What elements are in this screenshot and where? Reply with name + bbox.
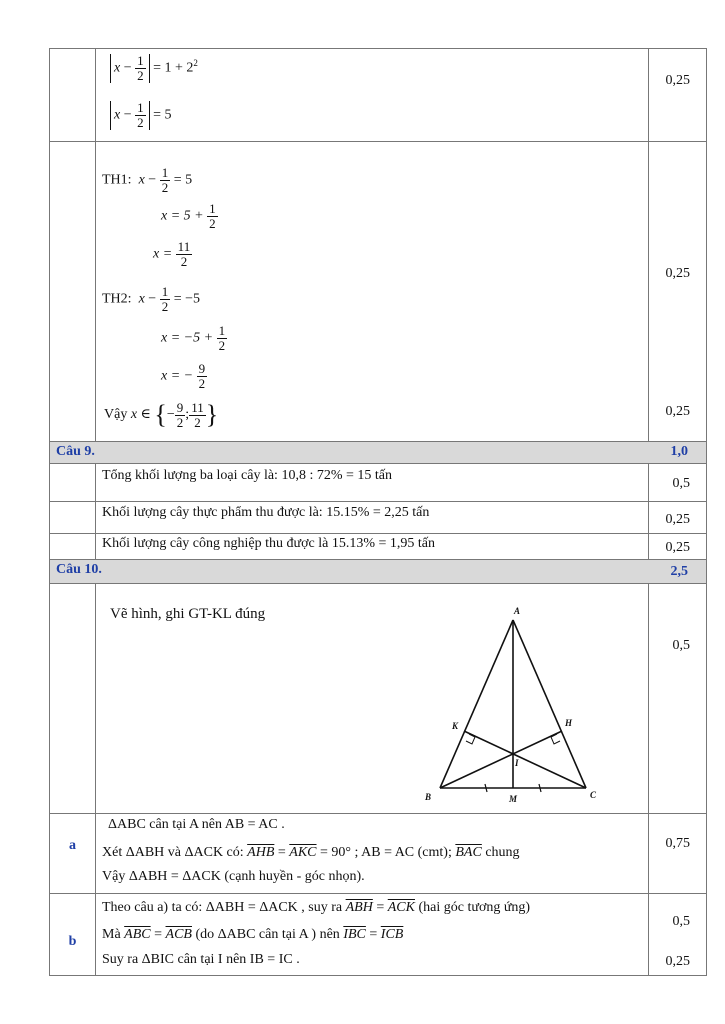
case2-line-3: x = − $\frac{9}{2}$ — [161, 361, 206, 391]
case2-line-1: TH2: x − $\frac{1}{2}$ = −5 — [102, 284, 200, 314]
score-cell — [648, 502, 706, 533]
label-A: A — [514, 606, 521, 616]
row-content-cell — [95, 464, 649, 501]
question-10-figure-row — [49, 584, 707, 814]
score-value: 0,25 — [665, 512, 690, 527]
score-value: 0,5 — [672, 914, 690, 929]
part-label: a — [69, 838, 76, 853]
label-C: C — [590, 790, 597, 800]
part-a-line-1: ΔABC cân tại A nên AB = AC . — [108, 817, 285, 832]
row-index-cell — [50, 534, 96, 559]
row-content-cell — [95, 502, 649, 533]
row-cases — [49, 142, 707, 442]
score-cell — [648, 534, 706, 559]
row-index-cell — [50, 894, 96, 975]
question-9-line-1 — [49, 464, 707, 502]
row-content-cell — [95, 894, 649, 975]
row-index-cell — [50, 142, 96, 441]
score-cell — [648, 584, 706, 813]
figure-instruction: Vẽ hình, ghi GT-KL đúng — [110, 606, 266, 622]
answer-text: Khối lượng cây công nghiệp thu được là 15.13% = 1,95 tấn — [102, 536, 435, 551]
score-cell — [648, 814, 706, 893]
question-points: 2,5 — [670, 564, 688, 579]
score-cell — [648, 142, 706, 441]
score-value: 0,25 — [665, 73, 690, 88]
label-H: H — [565, 718, 573, 728]
score-value: 0,5 — [672, 476, 690, 491]
part-b-line-1: Theo câu a) ta có: ΔABH = ΔACK , suy ra $\overline{ABH} = \overline{ACK}$ (hai góc tương ứng) — [102, 900, 531, 915]
row-index-cell — [50, 814, 96, 893]
question-9-line-2 — [49, 502, 707, 534]
row-content-cell — [95, 534, 649, 559]
row-content-cell — [95, 142, 649, 441]
question-label: Câu 10. — [56, 562, 102, 577]
conclusion-line: Vậy x ∈ {− $\frac{9}{2}$ ; $\frac{11}{2}$ } — [104, 399, 219, 430]
score-cell — [648, 894, 706, 975]
row-content-cell — [95, 584, 649, 813]
score-value: 0,25 — [665, 266, 690, 281]
part-label: b — [68, 934, 77, 949]
row-abs-equation — [49, 48, 707, 142]
part-a-line-2: Xét ΔABH và ΔACK có: $\overline{AHB} = \overline{AKC} = 90^\circ$ ; AB = AC (cmt); $\overline{BAC}$ chung — [102, 845, 520, 860]
row-index-cell — [50, 464, 96, 501]
question-10-part-a — [49, 814, 707, 894]
question-points: 1,0 — [670, 444, 688, 459]
triangle-figure — [417, 594, 617, 804]
case1-line-1: TH1: x − $\frac{1}{2}$ = 5 — [102, 165, 193, 195]
case1-line-3: x = $\frac{11}{2}$ — [153, 239, 191, 269]
question-10-part-b — [49, 894, 707, 976]
part-a-line-3: Vậy ΔABH = ΔACK (cạnh huyền - góc nhọn). — [102, 869, 365, 884]
question-9-header — [49, 442, 707, 464]
score-value: 0,25 — [665, 404, 690, 419]
row-index-cell — [50, 584, 96, 813]
row-content-cell — [95, 814, 649, 893]
abs-equation-line-1: x − $\frac{1}{2}$ = $1 + 2^2$ — [110, 54, 198, 83]
score-value: 0,5 — [672, 638, 690, 653]
label-M: M — [509, 794, 518, 804]
score-value: 0,25 — [665, 540, 690, 555]
case2-line-2: x = −5 + $\frac{1}{2}$ — [161, 323, 226, 353]
score-value: 0,75 — [665, 836, 690, 851]
question-label: Câu 9. — [56, 444, 95, 459]
part-b-line-2: Mà $\overline{ABC} = \overline{ACB}$ (do ΔABC cân tại A ) nên $\overline{IBC} = \overline{ICB}$ — [102, 927, 404, 942]
label-K: K — [452, 721, 459, 731]
label-B: B — [425, 792, 432, 802]
label-I: I — [515, 758, 519, 768]
row-index-cell — [50, 502, 96, 533]
score-cell — [648, 49, 706, 141]
answer-text: Khối lượng cây thực phẩm thu được là: 15.15% = 2,25 tấn — [102, 505, 430, 520]
score-value: 0,25 — [665, 954, 690, 969]
score-cell — [648, 464, 706, 501]
question-10-header — [49, 560, 707, 584]
row-index-cell — [50, 49, 96, 141]
abs-equation-line-2: x − $\frac{1}{2}$ = 5 — [110, 101, 172, 130]
part-b-line-3: Suy ra ΔBIC cân tại I nên IB = IC . — [102, 952, 300, 967]
answer-text: Tổng khối lượng ba loại cây là: 10,8 : 72% = 15 tấn — [102, 468, 393, 483]
question-9-line-3 — [49, 534, 707, 560]
case1-line-2: x = 5 + $\frac{1}{2}$ — [161, 201, 216, 231]
row-content-cell — [95, 49, 649, 141]
